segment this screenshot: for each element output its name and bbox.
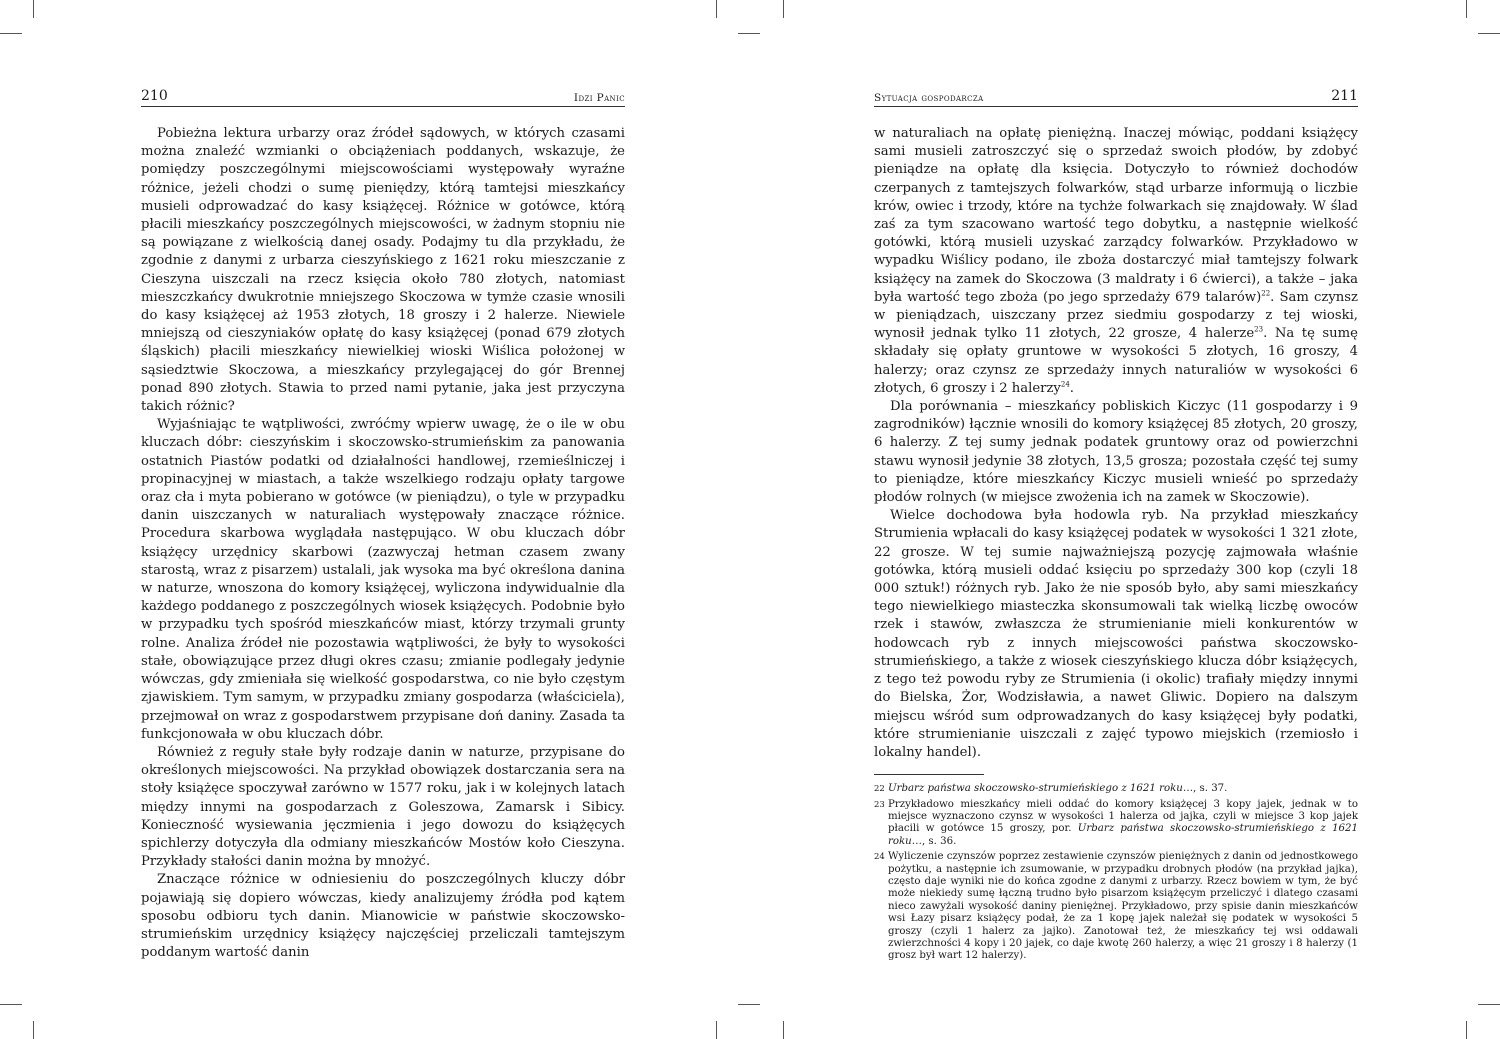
running-head-chapter: Sytuacja gospodarcza [874, 92, 984, 104]
paragraph: Wyjaśniając te wątpliwości, zwróćmy wpierw uwagę, że o ile w obu kluczach dóbr: cieszyńskim i skoczowsko-strumieńskim za panowania ostatnich Piastów podatki od działalności handlowej, rzemieślniczej i propinacyjnej w miastach, a także wszelkiego rodzaju opłaty targowe oraz cła i myta pobierano w gotówce (w pieniądzu), o tyle w przypadku danin uiszczanych w naturaliach występowały znaczące różnice. Procedura skarbowa wyglądała następująco. W obu kluczach dóbr książęcy urzędnicy skarbowi (zazwyczaj hetman czasem zwany starostą, wraz z pisarzem) ustalali, jak wysoka ma być określona danina w naturze, wnoszona do komory książęcej, wyliczona indywidualnie dla każdego poddanego z poszczególnych wiosek książęcych. Podobnie było w przypadku tych spośród mieszkańców miast, którzy trzymali grunty rolne. Analiza źródeł nie pozostawia wątpliwości, że były to wysokości stałe, obowiązujące przez długi okres czasu; zmianie podlegały jedynie wówczas, gdy zmieniała się wielkość gospodarstwa, co nie było częstym zjawiskiem. Tym samym, w przypadku zmiany gospodarza (właściciela), przejmował on wraz z gospodarstwem przypisane doń daniny. Zasada ta funkcjonowała w obu kluczach dóbr. [141, 417, 625, 742]
footnote [874, 851, 1358, 963]
crop-mark [783, 0, 784, 18]
page-number: 210 [141, 88, 168, 104]
footnote-text: Wyliczenie czynszów poprzez zestawienie czynszów pieniężnych z danin od jednostkowego pożytku, a następnie ich zsumowanie, w przypadku drobnych płodów (na przykład jajka), często daje wyniki nie do końca zgodne z danymi z urbarzy. Rzecz bowiem w tym, że być może niekiedy sumę łączną trudno było pisarzom książęcym przeliczyć i dlatego czasami nieco zawyżali wysokość daniny pieniężnej. Przykładowo, przy spisie danin mieszkańców wsi Łazy pisarz książęcy podał, że za 1 kopę jajek należał się podatek w wysokości 5 groszy (czyli 1 halerz za jajko). Zanotował też, że mieszkańcy tej wsi oddawali zwierzchności 4 kopy i 20 jajek, co daje kwotę 260 halerzy, a więc 21 groszy i 8 halerzy (1 grosz był wart 12 halerzy). [888, 851, 1358, 962]
left-page [141, 86, 625, 962]
footnote-text: Przykładowo mieszkańcy mieli oddać do komory książęcej 3 kopy jajek, jednak w to miejsce wyznaczono czynsz w wysokości 1 halerza od jajka, czyli w miejsce 3 kop jajek płacili w gotówce 15 groszy, por. [888, 798, 1358, 835]
crop-mark [0, 1004, 22, 1005]
crop-mark [0, 33, 22, 34]
crop-mark [33, 1021, 34, 1039]
right-page [874, 86, 1358, 966]
running-header [141, 86, 625, 107]
paragraph: Wielce dochodowa była hodowla ryb. Na przykład mieszkańcy Strumienia wpłacali do kasy książęcej podatek w wysokości 1 321 złote, 22 grosze. W tej sumie najważniejszą pozycję zajmowała właśnie gotówka, którą musieli oddać księciu po sprzedaży 300 kop (czyli 18 000 sztuk!) różnych ryb. Jako że nie sposób było, aby sami mieszkańcy tego niewielkiego miasteczka skonsumowali tak wielką liczbę owoców rzek i stawów, zwłaszcza że strumienianie mieli konkurentów w hodowcach ryb z innych miejscowości państwa skoczowsko-strumieńskiego, a także z wiosek cieszyńskiego klucza dóbr książęcych, z tego też powodu ryby ze Strumienia (i okolic) trafiały między innymi do Bielska, Żor, Wodzisławia, a nawet Gliwic. Dopiero na dalszym miejscu wśród sum odprowadzanych do kasy książęcej były podatki, które strumienianie uiszczali z zajęć typowo miejskich (rzemiosło i lokalny handel). [874, 508, 1358, 760]
footnote [874, 783, 1358, 795]
footnote-number: 23 [874, 799, 885, 810]
page-number: 211 [1331, 88, 1358, 104]
footnote-source: Urbarz państwa skoczowsko-strumieńskiego z 1621 roku… [888, 823, 1358, 847]
footnote [874, 799, 1358, 849]
paragraph: Znaczące różnice w odniesieniu do poszczególnych kluczy dóbr pojawiają się dopiero wówczas, kiedy analizujemy źródła pod kątem sposobu odbioru tych danin. Mianowicie w państwie skoczowsko-strumieńskim urzędnicy książęcy najczęściej przeliczali tamtejszym poddanym wartość danin [141, 872, 625, 961]
running-head-author: Idzi Panic [573, 92, 625, 104]
crop-mark [783, 1021, 784, 1039]
crop-mark [738, 33, 760, 34]
paragraph: Również z reguły stałe były rodzaje danin w naturze, przypisane do określonych miejscowości. Na przykład obowiązek dostarczania sera na stoły książęce spoczywał zarówno w 1577 roku, jak i w kolejnych latach między innymi na gospodarzach z Goleszowa, Zamarsk i Sibicy. Konieczność wysiewania jęczmienia i jego dowozu do książęcych spichlerzy dotyczyła dla odmiany mieszkańców Mostów koło Cieszyna. Przykłady stałości danin można by mnożyć. [141, 744, 625, 870]
body-text [141, 125, 625, 962]
crop-mark [716, 0, 717, 18]
crop-mark [33, 0, 34, 18]
text-run: . Na tę sumę składały się opłaty gruntowe w wysokości 5 złotych, 16 groszy, 4 halerzy; oraz czynsz ze sprzedaży innych naturaliów w wysokości 6 złotych, 6 groszy i 2 halerzy [874, 326, 1358, 396]
footnote-number: 22 [874, 784, 885, 795]
running-header [874, 86, 1358, 107]
crop-mark [1466, 0, 1467, 18]
text-run: . [1069, 380, 1074, 396]
crop-mark [1478, 1004, 1500, 1005]
footnote-text: , s. 36. [921, 835, 957, 847]
footnote-source: Urbarz państwa skoczowsko-strumieńskiego z 1621 roku… [888, 783, 1194, 795]
body-text [874, 125, 1358, 762]
footnote-text: , s. 37. [1193, 783, 1228, 795]
crop-mark [716, 1021, 717, 1039]
crop-mark [1466, 1021, 1467, 1039]
footnote-separator [874, 774, 984, 775]
paragraph [874, 125, 1358, 398]
text-run: . Sam czynsz w pieniądzach, uiszczany przez siedmiu gospodarzy z tej wioski, wynosił jednak tylko 11 złotych, 22 grosze, 4 halerze [874, 289, 1358, 342]
footnote-ref[interactable]: 23 [1254, 325, 1264, 334]
crop-mark [1478, 33, 1500, 34]
footnote-ref[interactable]: 22 [1261, 289, 1271, 298]
crop-mark [738, 1004, 760, 1005]
text-run: w naturaliach na opłatę pieniężną. Inaczej mówiąc, poddani książęcy sami musieli zatroszczyć się o sprzedaż swoich płodów, by zdobyć pieniądze na opłatę dla księcia. Dotyczyło to również dochodów czerpanych z tamtejszych folwarków, stąd urbarze informują o liczbie krów, owiec i trzody, które na tychże folwarkach się znajdowały. W ślad zaś za tym szacowano wartość tego dobytku, a następnie wielkość gotówki, którą musieli uzyskać zarządcy folwarków. Przykładowo w wypadku Wiślicy podano, ile zboża dostarczyć miał tamtejszy folwark książęcy na zamek do Skoczowa (3 maldraty i 6 ćwierci), a także – jaka była wartość tego zboża (po jego sprzedaży 679 talarów) [874, 126, 1358, 305]
paragraph: Dla porównania – mieszkańcy pobliskich Kiczyc (11 gospodarzy i 9 zagrodników) łącznie wnosili do komory książęcej 85 złotych, 20 groszy, 6 halerzy. Z tej sumy jednak podatek gruntowy oraz od powierzchni stawu wynosił jedynie 38 złotych, 13,5 grosza; pozostała część tej sumy to pieniądze, które mieszkańcy Kiczyc musieli wnieść po sprzedaży płodów rolnych (w miejsce zwożenia ich na zamek w Skoczowie). [874, 399, 1358, 506]
paragraph: Pobieżna lektura urbarzy oraz źródeł sądowych, w których czasami można znaleźć wzmianki o obciążeniach poddanych, wskazuje, że pomiędzy poszczególnymi miejscowościami występowały wyraźne różnice, jeżeli chodzi o sumę pieniędzy, którą tamtejsi mieszkańcy musieli odprowadzać do kasy książęcej. Różnice w gotówce, którą płacili mieszkańcy poszczególnych miejscowości, w żadnym stopniu nie są powiązane z wielkością danej osady. Podajmy tu dla przykładu, że zgodnie z danymi z urbarza cieszyńskiego z 1621 roku mieszczanie z Cieszyna uiszczali na rzecz księcia około 780 złotych, natomiast mieszczkańcy dwukrotnie mniejszego Skoczowa w tymże czasie wnosili do kasy książęcej aż 1953 złotych, 18 groszy i 2 halerze. Niewiele mniejszą od cieszyniaków opłatę do kasy książęcej (ponad 679 złotych śląskich) płacili mieszkańcy niewielkiej wioski Wiślica położonej w sąsiedztwie Skoczowa, a mieszkańcy przylegającej do gór Brennej ponad 890 złotych. Stawia to przed nami pytanie, jaka jest przyczyna takich różnic? [141, 126, 625, 415]
footnote-number: 24 [874, 852, 885, 863]
footnote-ref[interactable]: 24 [1060, 380, 1070, 389]
